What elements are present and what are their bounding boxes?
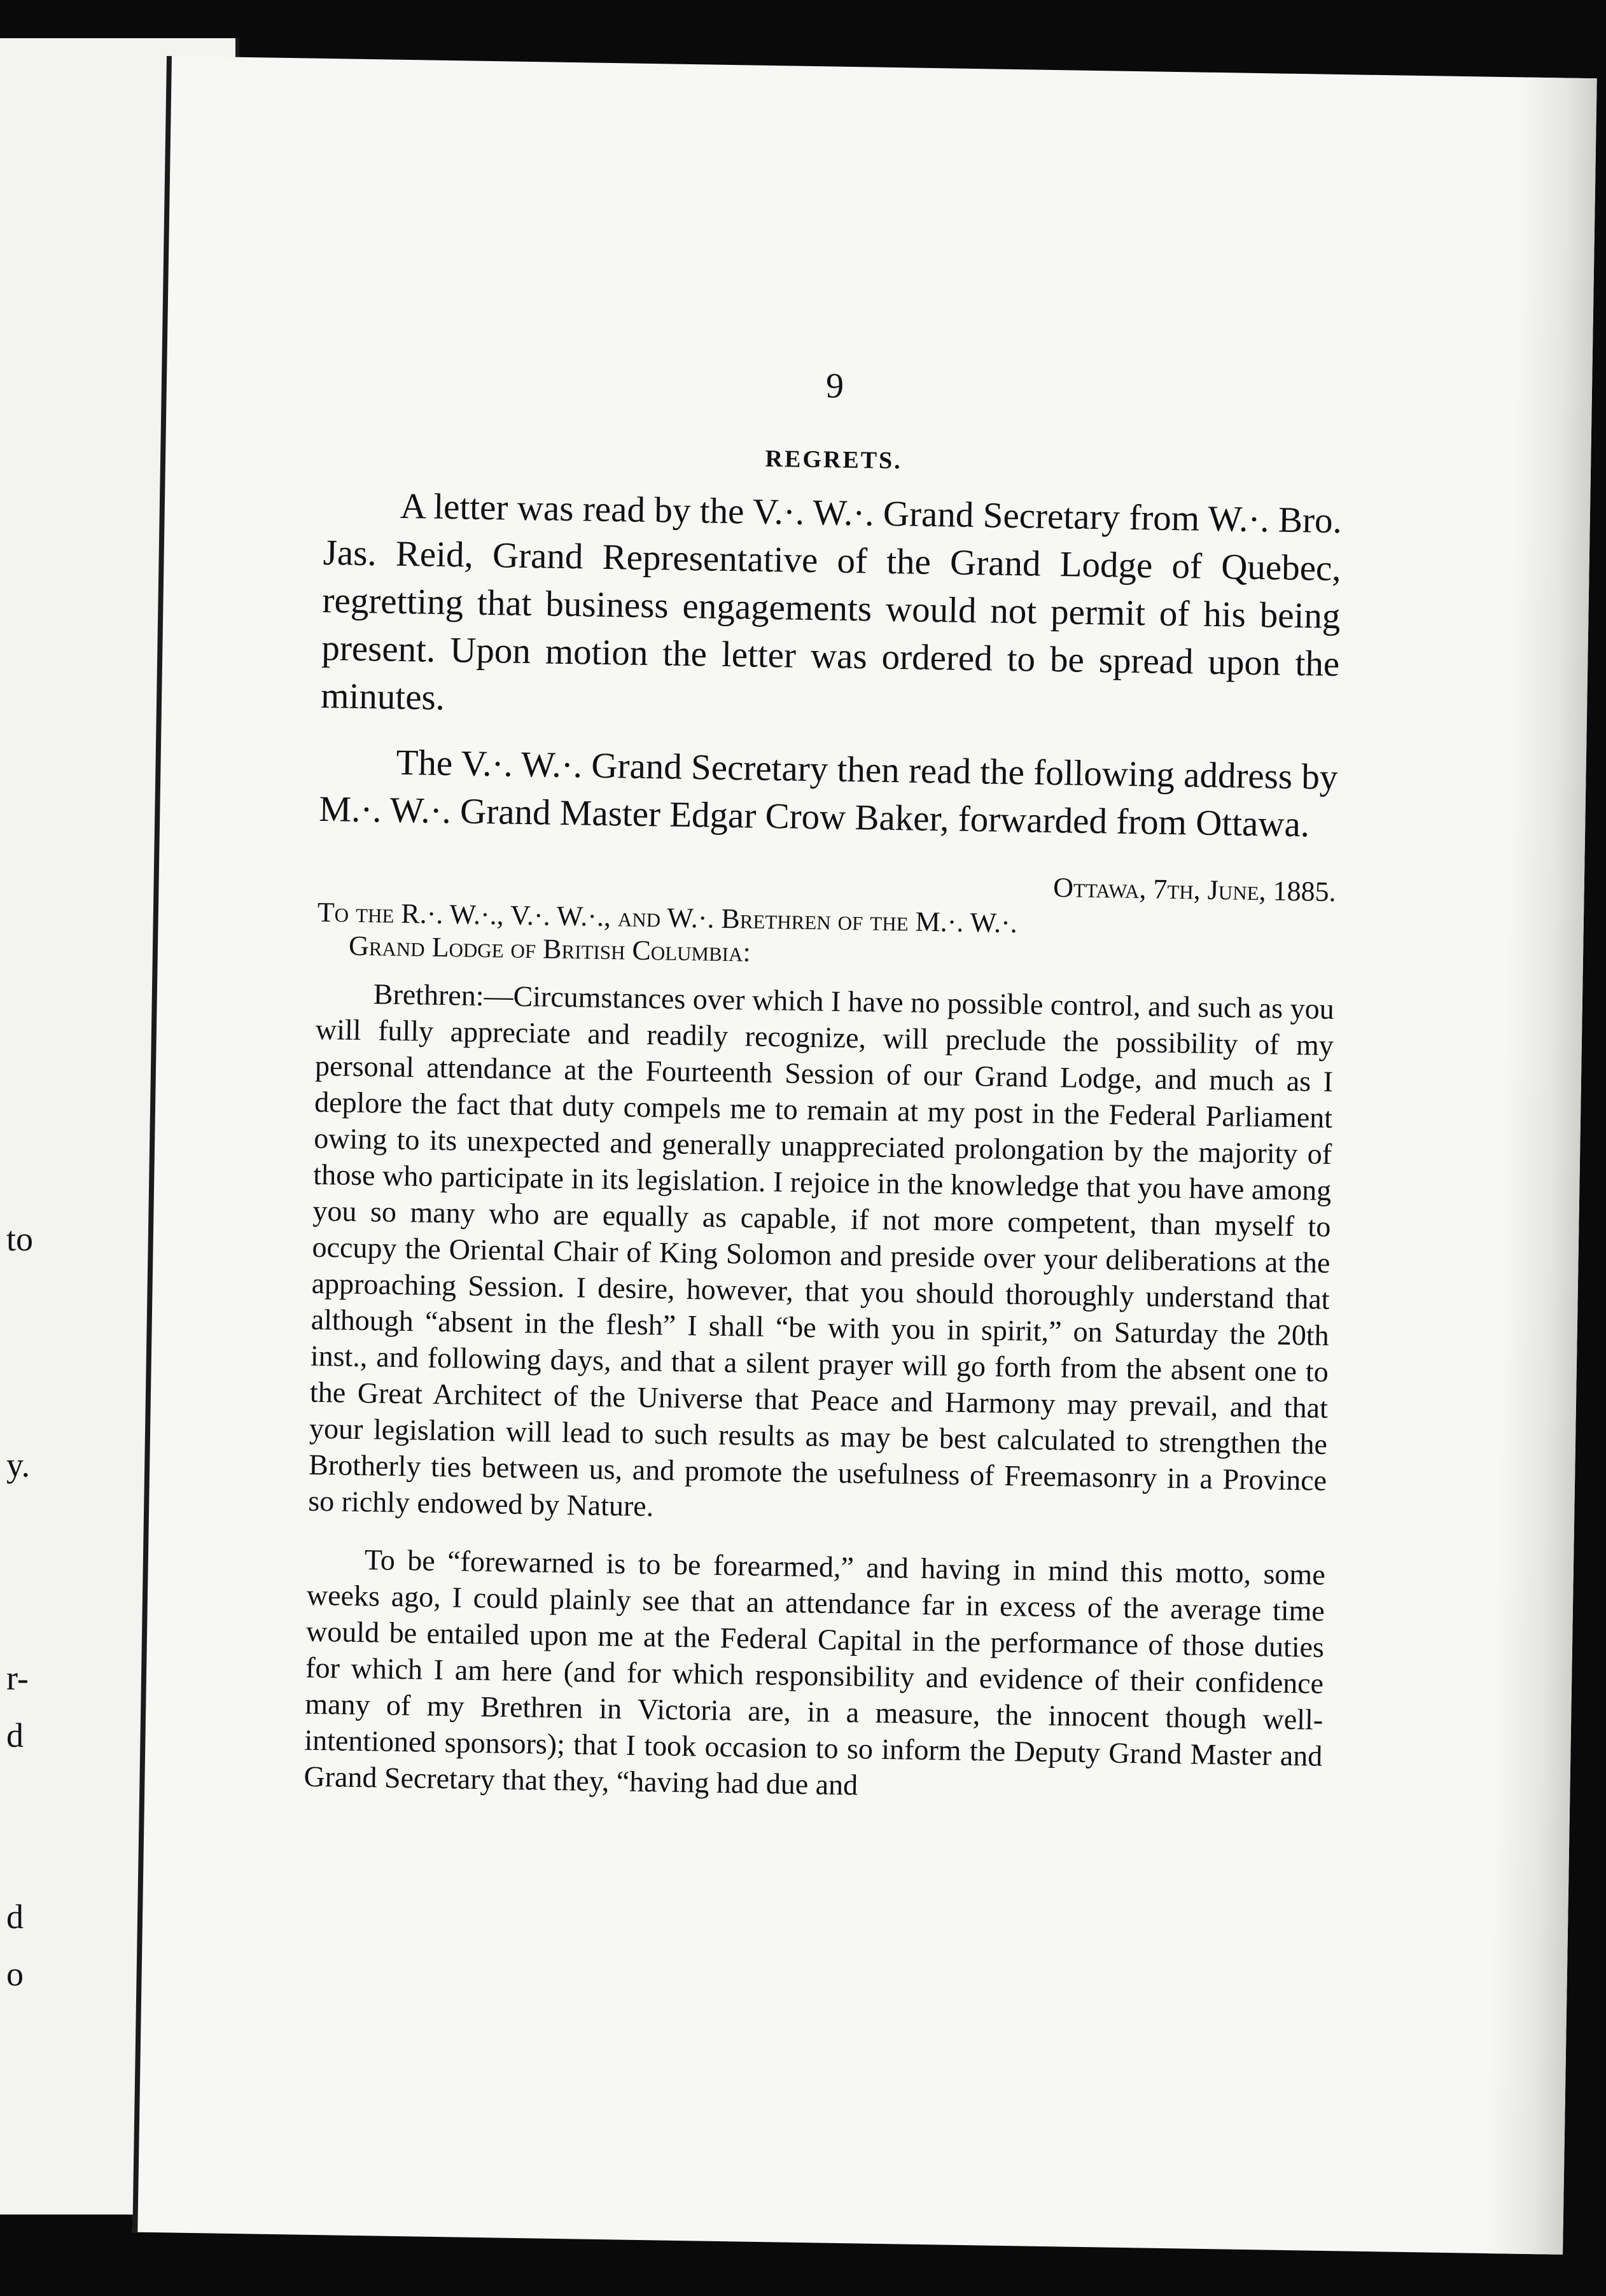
left-page-fragment: r- [6, 1659, 29, 1697]
section-heading: REGRETS. [765, 445, 903, 475]
left-page-fragment: o [6, 1955, 24, 1993]
scanned-page [132, 56, 1596, 2255]
left-page-fragment: y. [6, 1446, 30, 1484]
left-page-fragment: to [6, 1220, 34, 1258]
salutation-line: To the R.·. W.·., V.·. W.·., and W.·. Brethren of the M.·. W.·. [317, 896, 1018, 939]
letter-dateline: Ottawa, 7th, June, 1885. [1052, 872, 1336, 908]
paragraph: The V.·. W.·. Grand Secretary then read the following address by M.·. W.·. Grand Master Edgar Crow Baker, forwarded from Ottawa. [318, 742, 1338, 845]
page-content [304, 358, 1344, 1832]
letter-paragraph: Brethren:—Circumstances over which I have no possible control, and such as you will fully appreciate and readily recognize, will preclude the possibility of my personal attendance at the Fourteenth Session of our Grand Lodge, and much as I deplore the fact that duty compels me to remain at my post in the Federal Parliament owing to its unexpected and generally unappreciated prolongation by the majority of those who participate in its legislation. I rejoice in the knowledge that you have among you so many who are equally as capable, if not more competent, than myself to occupy the Oriental Chair of King Solomon and preside over your deliberations at the approaching Session. I desire, however, that you should thoroughly understand that although “absent in the flesh” I shall “be with you in spirit,” on Saturday the 20th inst., and following days, and that a silent prayer will go forth from the absent one to the Great Architect of the Universe that Peace and Harmony may prevail, and that your legislation will lead to such results as may be best calculated to strengthen the Brotherly ties between us, and promote the usefulness of Freemasonry in a Province so richly endowed by Nature. [307, 977, 1335, 1523]
page-number: 9 [825, 366, 844, 406]
letter-salutation [317, 896, 1336, 978]
page-edge-shadow [1486, 77, 1597, 2254]
left-page-fragment: d [6, 1898, 24, 1936]
letter-paragraph: To be “forewarned is to be forearmed,” and having in mind this motto, some weeks ago, I could plainly see that an attendance far in excess of the average time would be entailed upon me at the Federal Capital in the performance of those duties for which I am here (and for which responsibility and evidence of their confidence many of my Brethren in Victoria are, in a measure, the innocent though well-intentioned sponsors); that I took occasion to so inform the Deputy Grand Master and Grand Secretary that they, “having had due and [304, 1543, 1326, 1802]
left-page-fragment: d [6, 1716, 24, 1754]
salutation-line: Grand Lodge of British Columbia: [348, 930, 751, 968]
paragraph: A letter was read by the V.·. W.·. Grand Secretary from W.·. Bro. Jas. Reid, Grand Representative of the Grand Lodge of Quebec, regretting that business engagements would not permit of his being present. Upon motion the letter was ordered to be spread upon the minutes. [320, 486, 1343, 718]
